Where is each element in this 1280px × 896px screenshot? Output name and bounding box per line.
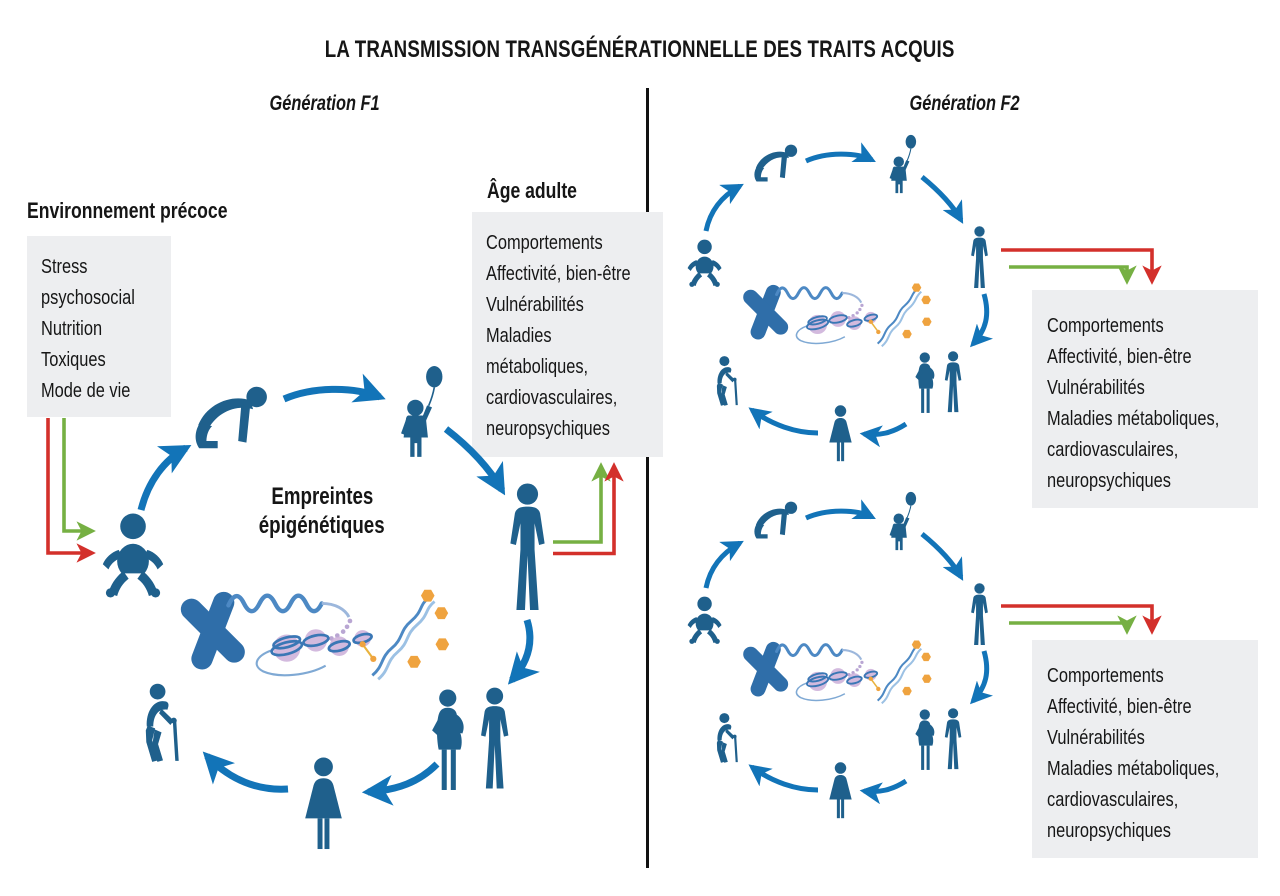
f2-trait-line: neuropsychiques (1047, 469, 1171, 492)
adult-traits-box (472, 212, 663, 457)
woman-icon (295, 757, 352, 852)
child-balloon-icon (392, 366, 452, 460)
crawling-toddler-icon (190, 384, 270, 454)
pregnant-couple-icon (912, 704, 968, 775)
environment-line: Toxiques (41, 348, 106, 371)
chromosome-epigenetics-icon (737, 614, 935, 708)
environment-line: Mode de vie (41, 379, 131, 402)
green-transmission-arrow (1009, 623, 1127, 631)
cycle-arrow-icon (922, 177, 961, 220)
epigenetic-imprints-label: Empreintes épigénétiques (259, 483, 385, 539)
adult-man-icon (966, 583, 993, 647)
f2-trait-line: Vulnérabilités (1047, 726, 1145, 749)
environment-line: psychosocial (41, 286, 135, 309)
cycle-arrow-icon (512, 620, 530, 680)
red-transmission-arrow (553, 466, 614, 554)
elderly-cane-icon (135, 681, 190, 768)
environment-line: Nutrition (41, 317, 103, 340)
red-transmission-arrow (48, 418, 92, 553)
baby-icon (98, 512, 166, 598)
cycle-arrow-icon (141, 448, 186, 510)
f2-trait-line: Maladies métaboliques, (1047, 407, 1220, 430)
f2-traits-box-top (1032, 290, 1258, 508)
cycle-arrow-icon (864, 781, 906, 792)
f2-trait-line: neuropsychiques (1047, 819, 1171, 842)
adult-trait-line: Affectivité, bien-être (486, 262, 631, 285)
adult-age-heading: Âge adulte (487, 178, 577, 203)
chromosome-epigenetics-icon (172, 554, 454, 684)
f2-traits-box-bottom (1032, 640, 1258, 858)
elderly-cane-icon (710, 711, 745, 767)
elderly-cane-icon (710, 354, 745, 410)
f2-trait-line: cardiovasculaires, (1047, 788, 1179, 811)
f2-trait-line: Vulnérabilités (1047, 376, 1145, 399)
column-divider (646, 88, 649, 868)
f2-trait-line: cardiovasculaires, (1047, 438, 1179, 461)
cycle-arrow-icon (752, 410, 818, 433)
cycle-arrow-icon (284, 389, 380, 399)
f2-trait-line: Comportements (1047, 664, 1164, 687)
cycle-arrow-icon (706, 186, 740, 231)
adult-man-icon (966, 226, 993, 290)
red-transmission-arrow (1001, 606, 1152, 631)
f2-trait-line: Maladies métaboliques, (1047, 757, 1220, 780)
f2-trait-line: Affectivité, bien-être (1047, 345, 1192, 368)
cycle-arrow-icon (207, 756, 288, 789)
green-transmission-arrow (64, 418, 92, 531)
child-balloon-icon (884, 491, 922, 553)
page-title: LA TRANSMISSION TRANSGÉNÉRATIONNELLE DES TRAITS ACQUIS (325, 36, 955, 63)
green-transmission-arrow (553, 466, 601, 542)
environment-box (27, 236, 171, 417)
red-transmission-arrow (1001, 250, 1152, 281)
woman-icon (823, 762, 858, 820)
child-balloon-icon (884, 134, 922, 196)
cycle-arrow-icon (806, 154, 872, 161)
adult-trait-line: neuropsychiques (486, 417, 610, 440)
adult-man-icon (500, 483, 555, 614)
cycle-arrow-icon (706, 543, 740, 588)
adult-trait-line: cardiovasculaires, (486, 386, 618, 409)
cycle-arrow-icon (973, 294, 987, 344)
crawling-toddler-icon (751, 142, 799, 186)
pregnant-couple-icon (426, 687, 520, 792)
cycle-arrow-icon (806, 511, 872, 518)
pregnant-couple-icon (912, 347, 968, 418)
crawling-toddler-icon (751, 499, 799, 543)
cycle-arrow-icon (752, 767, 818, 790)
adult-trait-line: Vulnérabilités (486, 293, 584, 316)
chromosome-epigenetics-icon (737, 257, 935, 351)
adult-trait-line: métaboliques, (486, 355, 589, 378)
f2-trait-line: Affectivité, bien-être (1047, 695, 1192, 718)
generation-f1-label: Génération F1 (269, 92, 381, 115)
baby-icon (685, 595, 723, 645)
f2-trait-line: Comportements (1047, 314, 1164, 337)
green-transmission-arrow (1009, 267, 1127, 281)
cycle-arrow-icon (922, 534, 961, 577)
baby-icon (685, 238, 723, 288)
cycle-arrow-icon (864, 424, 906, 435)
environment-heading: Environnement précoce (27, 198, 228, 223)
adult-trait-line: Maladies (486, 324, 552, 347)
woman-icon (823, 405, 858, 463)
generation-f2-label: Génération F2 (909, 92, 1021, 115)
cycle-arrow-icon (973, 651, 987, 701)
adult-trait-line: Comportements (486, 231, 603, 254)
environment-line: Stress (41, 255, 88, 278)
